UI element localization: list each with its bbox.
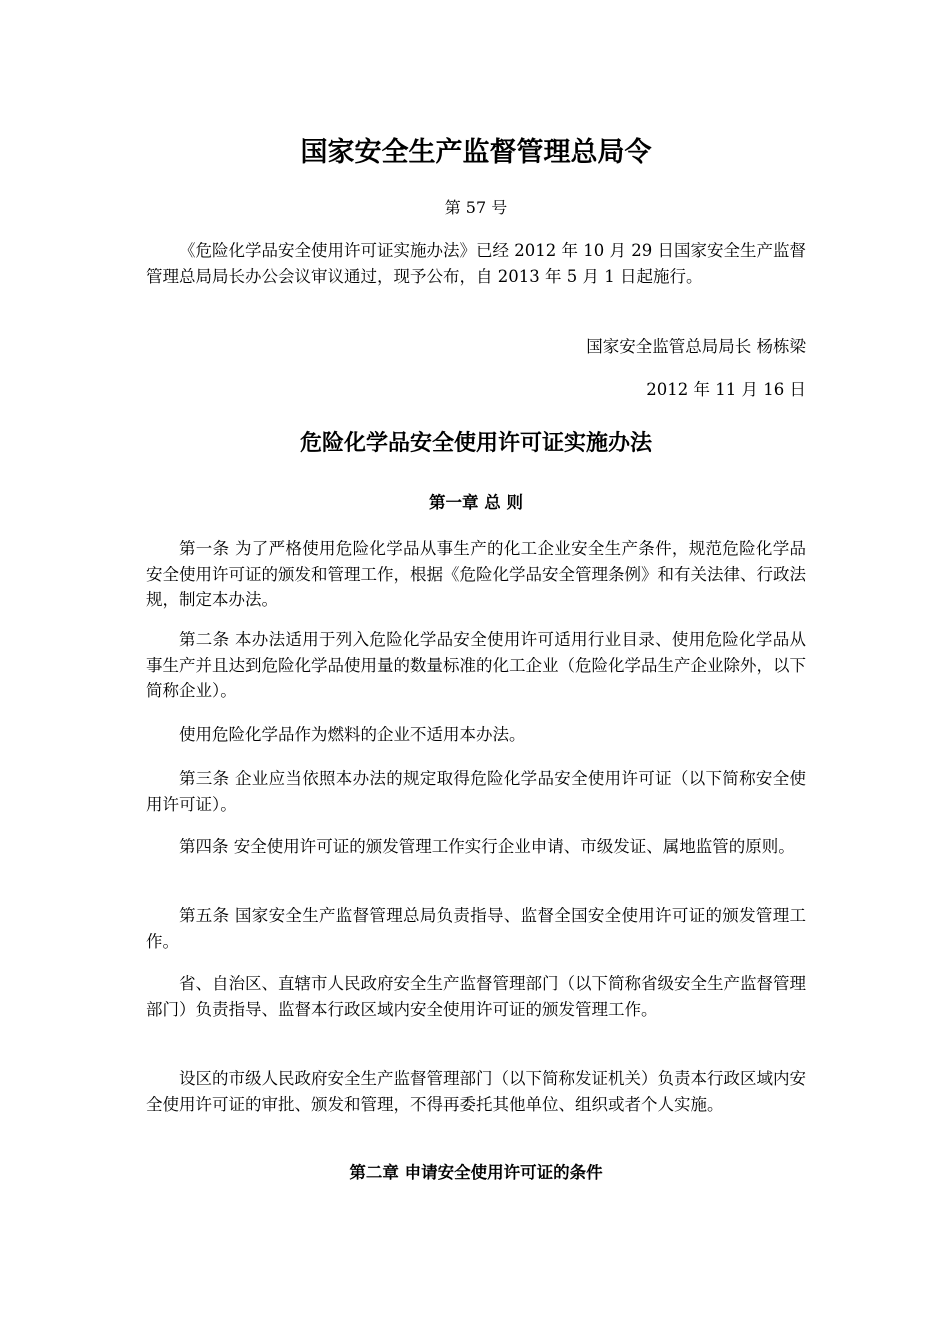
article-paragraph [146, 536, 806, 613]
article-paragraph [146, 971, 806, 1022]
chapter-heading: 第二章 申请安全使用许可证的条件 [349, 1163, 603, 1182]
article-text: 为了严格使用危险化学品从事生产的化工企业安全生产条件，规范危险化学品安全使用许可证的颁发和管理工作，根据《危险化学品安全管理条例》和有关法律、行政法规，制定本办法。 [146, 539, 807, 609]
article-text: 企业应当依照本办法的规定取得危险化学品安全使用许可证（以下简称安全使用许可证）。 [146, 769, 807, 814]
article-text: 安全使用许可证的颁发管理工作实行企业申请、市级发证、属地监管的原则。 [233, 837, 795, 856]
article-label: 第五条 [179, 906, 230, 925]
article-paragraph [146, 766, 806, 817]
article-text: 设区的市级人民政府安全生产监督管理部门（以下简称发证机关）负责本行政区域内安全使用许可证的审批、颁发和管理，不得再委托其他单位、组织或者个人实施。 [146, 1069, 806, 1114]
article-text: 本办法适用于列入危险化学品安全使用许可适用行业目录、使用危险化学品从事生产并且达到危险化学品使用量的数量标准的化工企业（危险化学品生产企业除外，以下简称企业）。 [146, 630, 807, 700]
article-paragraph [146, 834, 806, 860]
article-paragraph [146, 722, 806, 748]
decree-number: 第 57 号 [444, 198, 508, 217]
signatory: 国家安全监管总局局长 杨栋梁 [586, 337, 806, 356]
article-paragraph [146, 903, 806, 954]
regulation-title: 危险化学品安全使用许可证实施办法 [299, 431, 652, 456]
article-text: 使用危险化学品作为燃料的企业不适用本办法。 [179, 725, 526, 744]
article-label: 第二条 [179, 630, 230, 649]
article-paragraph [146, 1066, 806, 1117]
article-label: 第三条 [179, 769, 230, 788]
chapter-heading: 第一章 总 则 [429, 493, 523, 512]
article-label: 第一条 [179, 539, 230, 558]
article-label: 第四条 [179, 837, 229, 856]
announcement-paragraph: 《危险化学品安全使用许可证实施办法》已经 2012 年 10 月 29 日国家安全生产监督管理总局局长办公会议审议通过，现予公布，自 2013 年 5 月 1 日起施行。 [146, 241, 806, 286]
article-text: 国家安全生产监督管理总局负责指导、监督全国安全使用许可证的颁发管理工作。 [146, 906, 807, 951]
issue-date: 2012 年 11 月 16 日 [646, 380, 806, 399]
decree-title: 国家安全生产监督管理总局令 [300, 137, 652, 168]
article-paragraph [146, 627, 806, 704]
article-text: 省、自治区、直辖市人民政府安全生产监督管理部门（以下简称省级安全生产监督管理部门）负责指导、监督本行政区域内安全使用许可证的颁发管理工作。 [146, 974, 806, 1019]
